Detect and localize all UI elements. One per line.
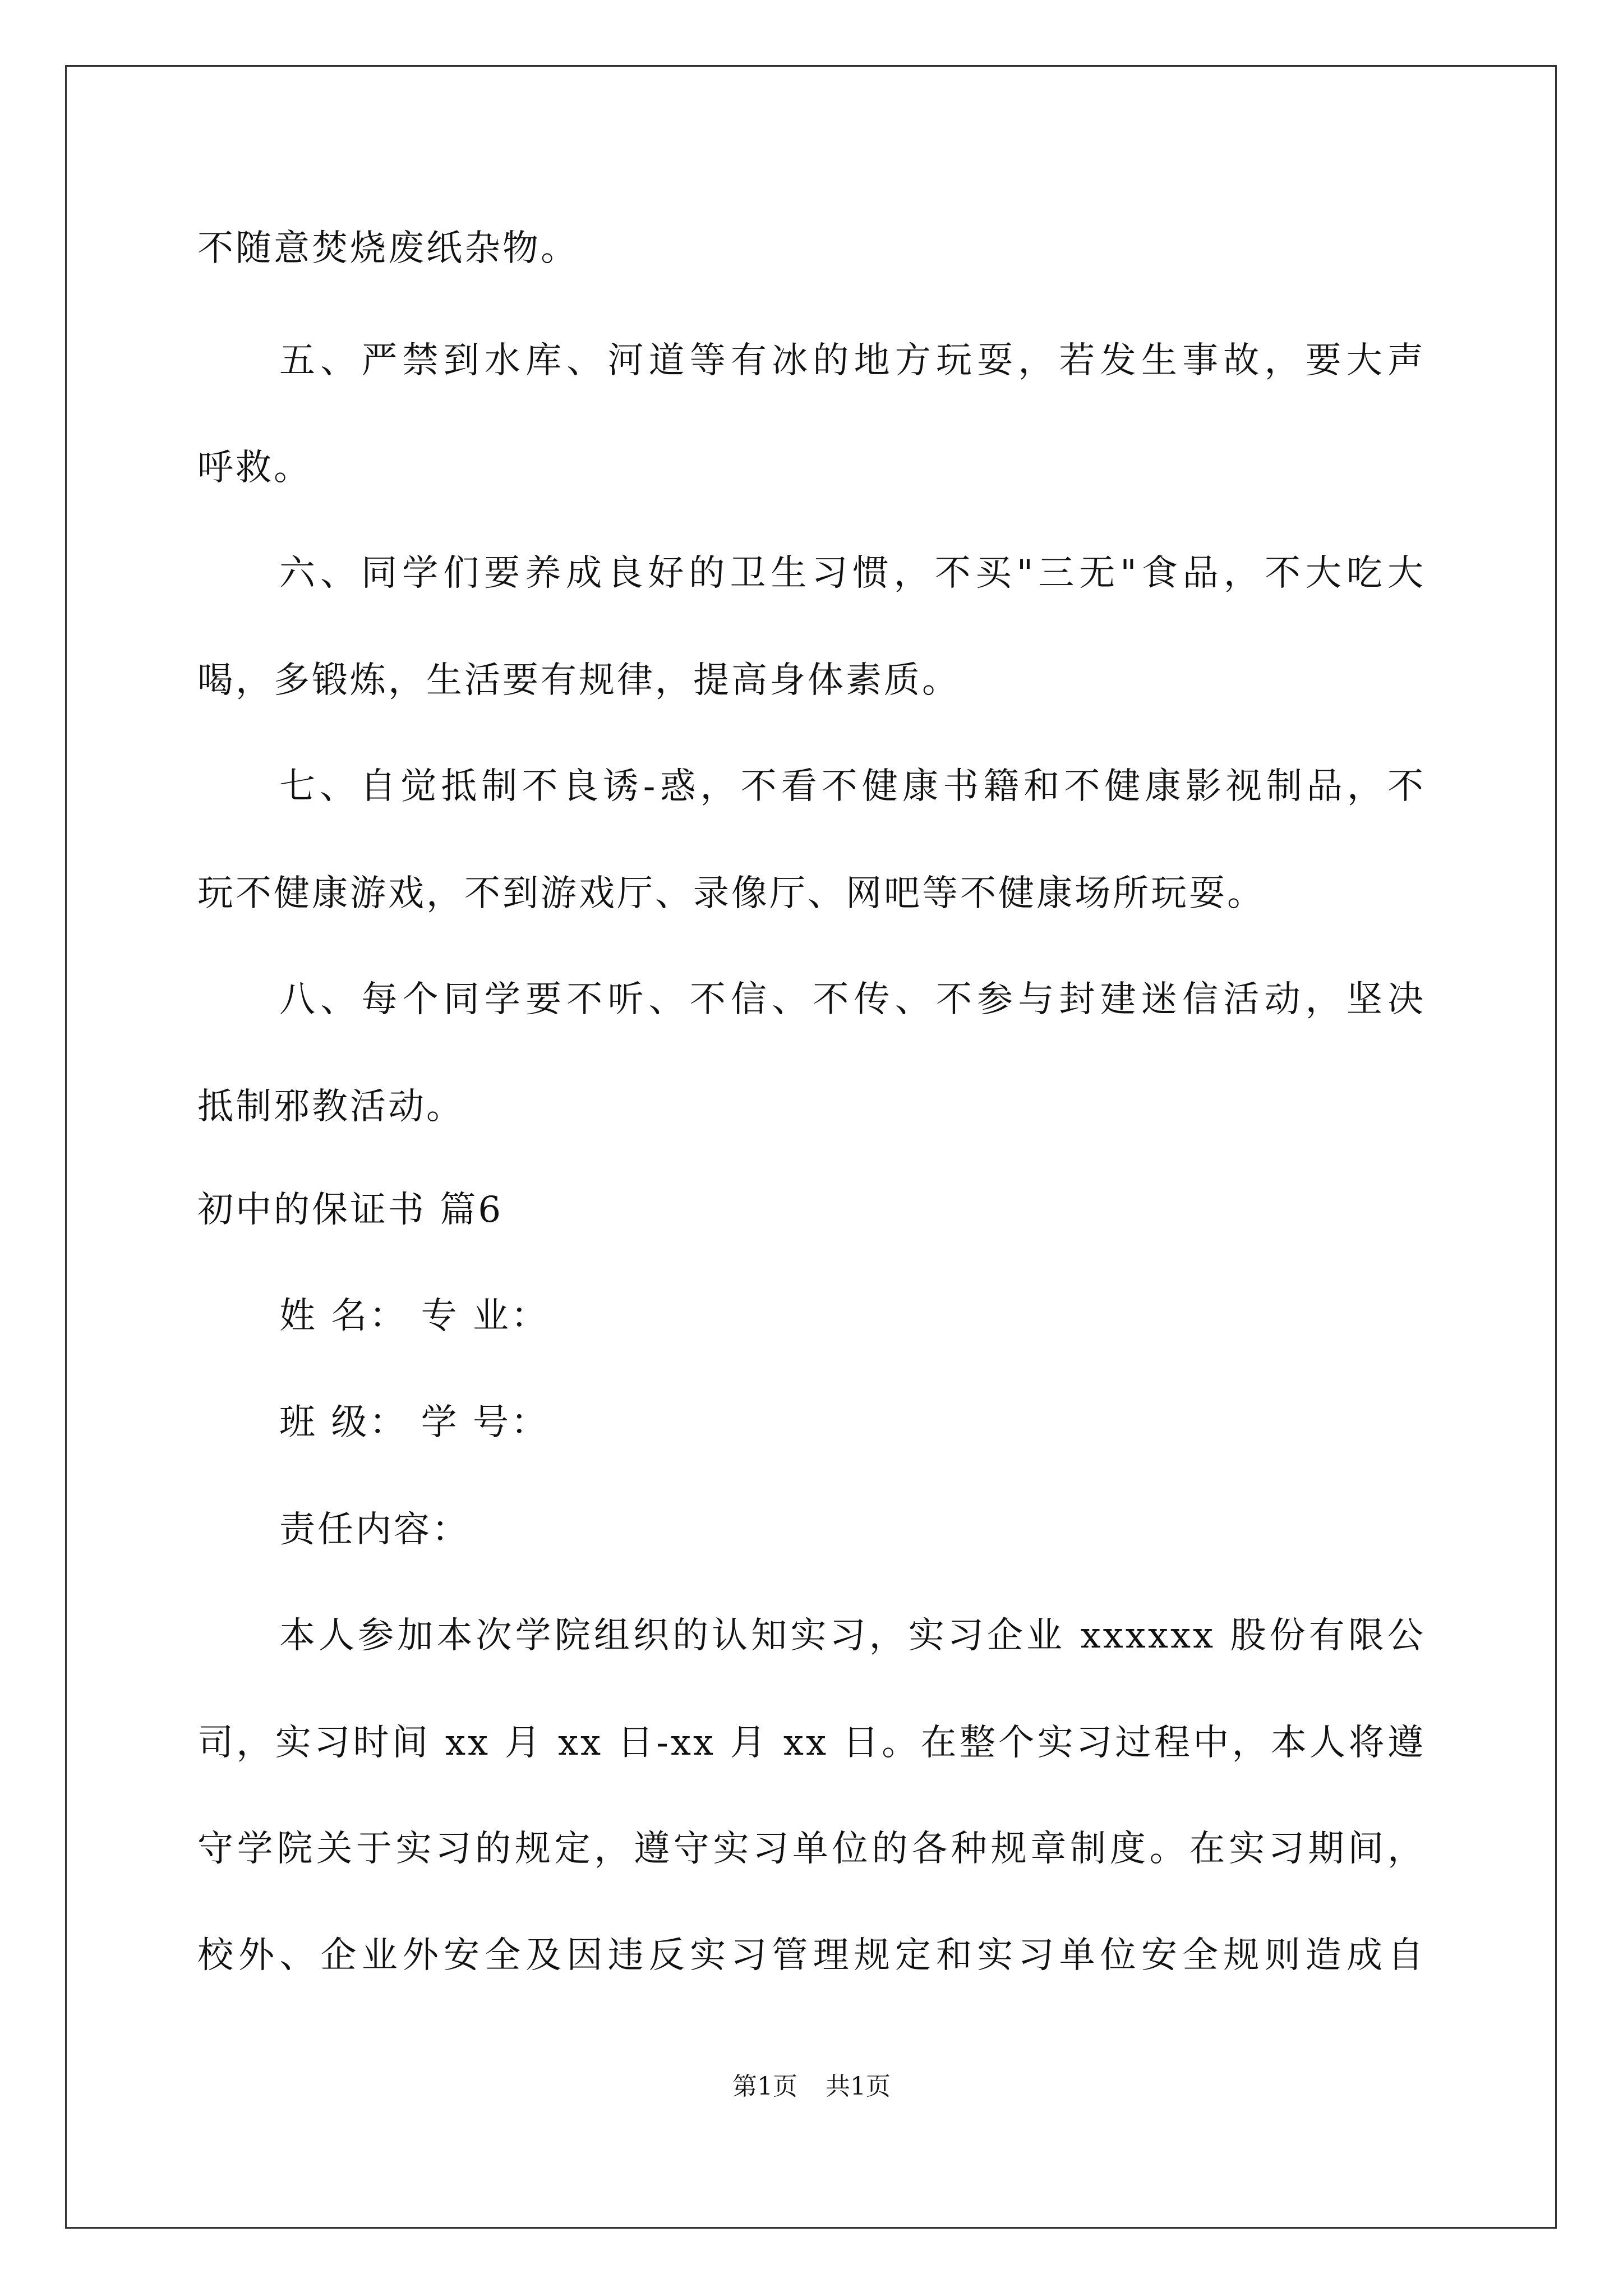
paragraph-line: 七、自觉抵制不良诱-惑，不看不健康书籍和不健康影视制品，不 <box>279 766 1426 807</box>
paragraph-line: 校外、企业外安全及因违反实习管理规定和实习单位安全规则造成自 <box>197 1935 1426 1976</box>
form-field-line: 班 级： 学 号： <box>279 1402 550 1443</box>
paragraph-line: 呼救。 <box>197 447 312 489</box>
page-number: 第1页 <box>732 2072 797 2101</box>
page-total: 共1页 <box>826 2072 891 2101</box>
paragraph-line: 喝，多锻炼，生活要有规律，提高身体素质。 <box>197 660 960 701</box>
section-heading: 初中的保证书 篇6 <box>197 1189 504 1231</box>
paragraph-line: 五、严禁到水库、河道等有冰的地方玩耍，若发生事故，要大声 <box>279 340 1426 381</box>
paragraph-line: 本人参加本次学院组织的认知实习，实习企业 xxxxxx 股份有限公 <box>279 1615 1426 1657</box>
paragraph-line: 司，实习时间 xx 月 xx 日-xx 月 xx 日。在整个实习过程中，本人将遵 <box>197 1722 1426 1764</box>
page-footer <box>0 2071 1623 2102</box>
paragraph-line: 不随意焚烧废纸杂物。 <box>197 228 579 269</box>
form-field-line: 姓 名： 专 业： <box>279 1295 550 1337</box>
form-field-line: 责任内容： <box>279 1509 470 1550</box>
paragraph-line: 抵制邪教活动。 <box>197 1086 464 1128</box>
paragraph-line: 玩不健康游戏，不到游戏厅、录像厅、网吧等不健康场所玩耍。 <box>197 873 1265 914</box>
paragraph-line: 守学院关于实习的规定，遵守实习单位的各种规章制度。在实习期间， <box>197 1828 1426 1870</box>
page-border <box>65 65 1557 2229</box>
paragraph-line: 六、同学们要养成良好的卫生习惯，不买"三无"食品，不大吃大 <box>279 553 1426 594</box>
paragraph-line: 八、每个同学要不听、不信、不传、不参与封建迷信活动，坚决 <box>279 979 1426 1020</box>
